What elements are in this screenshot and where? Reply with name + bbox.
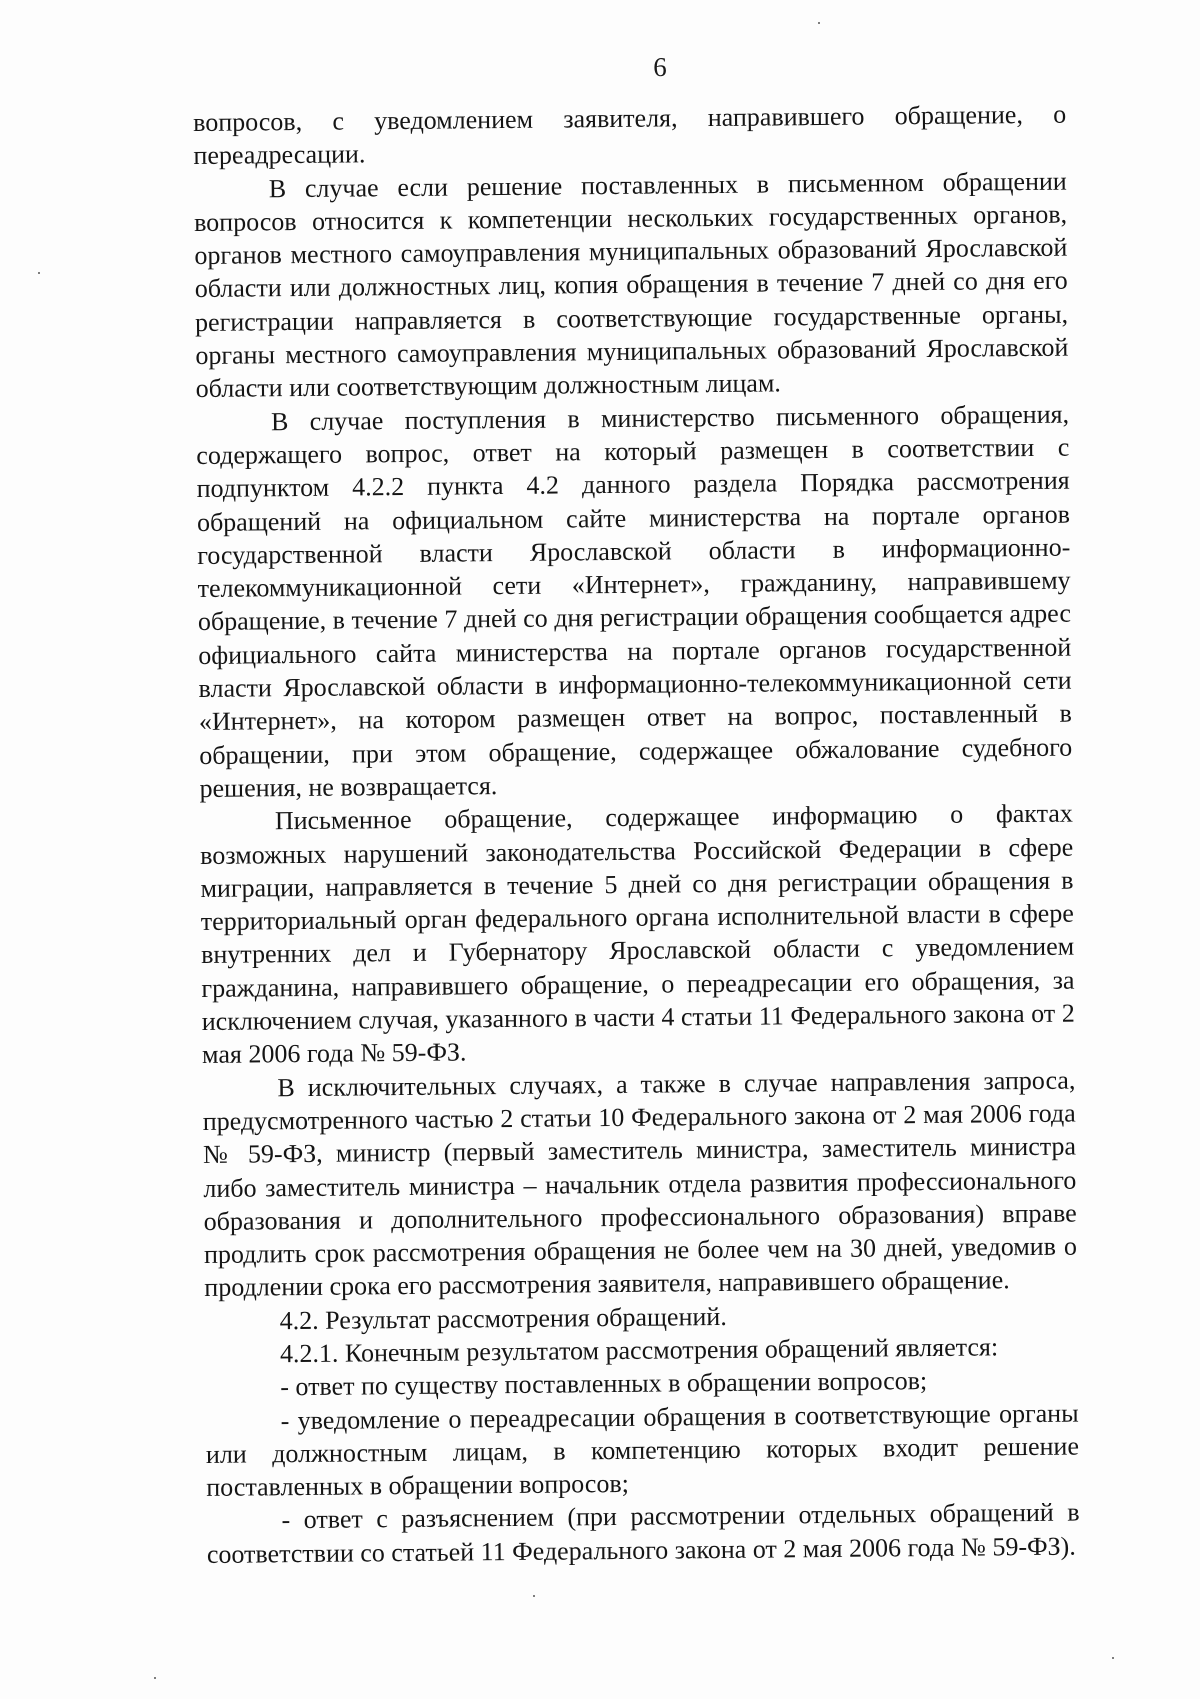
scan-speck — [154, 1677, 156, 1679]
scan-speck — [533, 1595, 535, 1597]
scan-speck — [38, 272, 40, 274]
result-list-item-3: - ответ с разъяснением (при рассмотрении отдельных обращений в соответствии со статьей 11 Федерального закона от 2 мая 2006 года № 59-ФЗ). — [206, 1498, 1080, 1569]
paragraph-answer-published: В случае поступления в министерство письменного обращения, содержащего вопрос, ответ на который размещен в соответствии с подпунктом 4.2.2 пункта 4.2 данного раздела Порядка рассмотрения обращений на официальном сайте министерства на портале органов государственной власти Ярославской области в информационно-телекоммуникационной сети «Интернет», гражданину, направившему обращение, в течение 7 дней со дня регистрации обращения сообщается адрес официального сайта министерства на портале органов государственной власти Ярославской области в информационно-телекоммуникационной сети «Интернет», на котором размещен ответ на вопрос, поставленный в обращении, при этом обращение, содержащее обжалование судебного решения, не возвращается. — [196, 399, 1073, 803]
scan-speck — [1112, 1657, 1114, 1659]
paragraph-multiple-authorities: В случае если решение поставленных в письменном обращении вопросов относится к компетенции нескольких государственных органов, органов местного самоуправления муниципальных образований Ярославской области или должностных лиц, копия обращения в течение 7 дней со дня его регистрации направляется в соответствующие государственные органы, органы местного самоуправления муниципальных образований Ярославской области или соответствующим должностным лицам. — [193, 166, 1069, 404]
scan-speck — [818, 22, 820, 24]
page-number: 6 — [653, 52, 667, 82]
paragraph-continuation: вопросов, с уведомлением заявителя, направившего обращение, о переадресации. — [193, 99, 1067, 171]
paragraph-migration-violations: Письменное обращение, содержащее информацию о фактах возможных нарушений законодательства Российской Федерации в сфере миграции, направляется в течение 5 дней со дня регистрации обращения в территориальный орган федерального органа исполнительной власти в сфере внутренних дел и Губернатору Ярославской области с уведомлением гражданина, направившего обращение, о переадресации его обращения, за исключением случая, указанного в части 4 статьи 11 Федерального закона от 2 мая 2006 года № 59-ФЗ. — [200, 798, 1075, 1070]
result-list-item-1: - ответ по существу поставленных в обращении вопросов; — [280, 1366, 928, 1402]
result-list-item-2: - уведомление о переадресации обращения в соответствующие органы или должностным лицам, в компетенцию которых входит решение поставленных в обращении вопросов; — [205, 1398, 1080, 1503]
paragraph-term-extension: В исключительных случаях, а также в случае направления запроса, предусмотренного частью 2 статьи 10 Федерального закона от 2 мая 2006 года № 59-ФЗ, министр (первый заместитель министра, заместитель министра либо заместитель министра – начальник отдела развития профессионального образования и дополнительного профессионального образования) вправе продлить срок рассмотрения обращения не более чем на 30 дней, уведомив о продлении срока его рассмотрения заявителя, направившего обращение. — [202, 1065, 1078, 1303]
section-heading-4-2: 4.2. Результат рассмотрения обращений. — [279, 1301, 727, 1335]
subsection-4-2-1: 4.2.1. Конечным результатом рассмотрения обращений является: — [279, 1332, 999, 1369]
document-body — [193, 98, 1080, 1571]
